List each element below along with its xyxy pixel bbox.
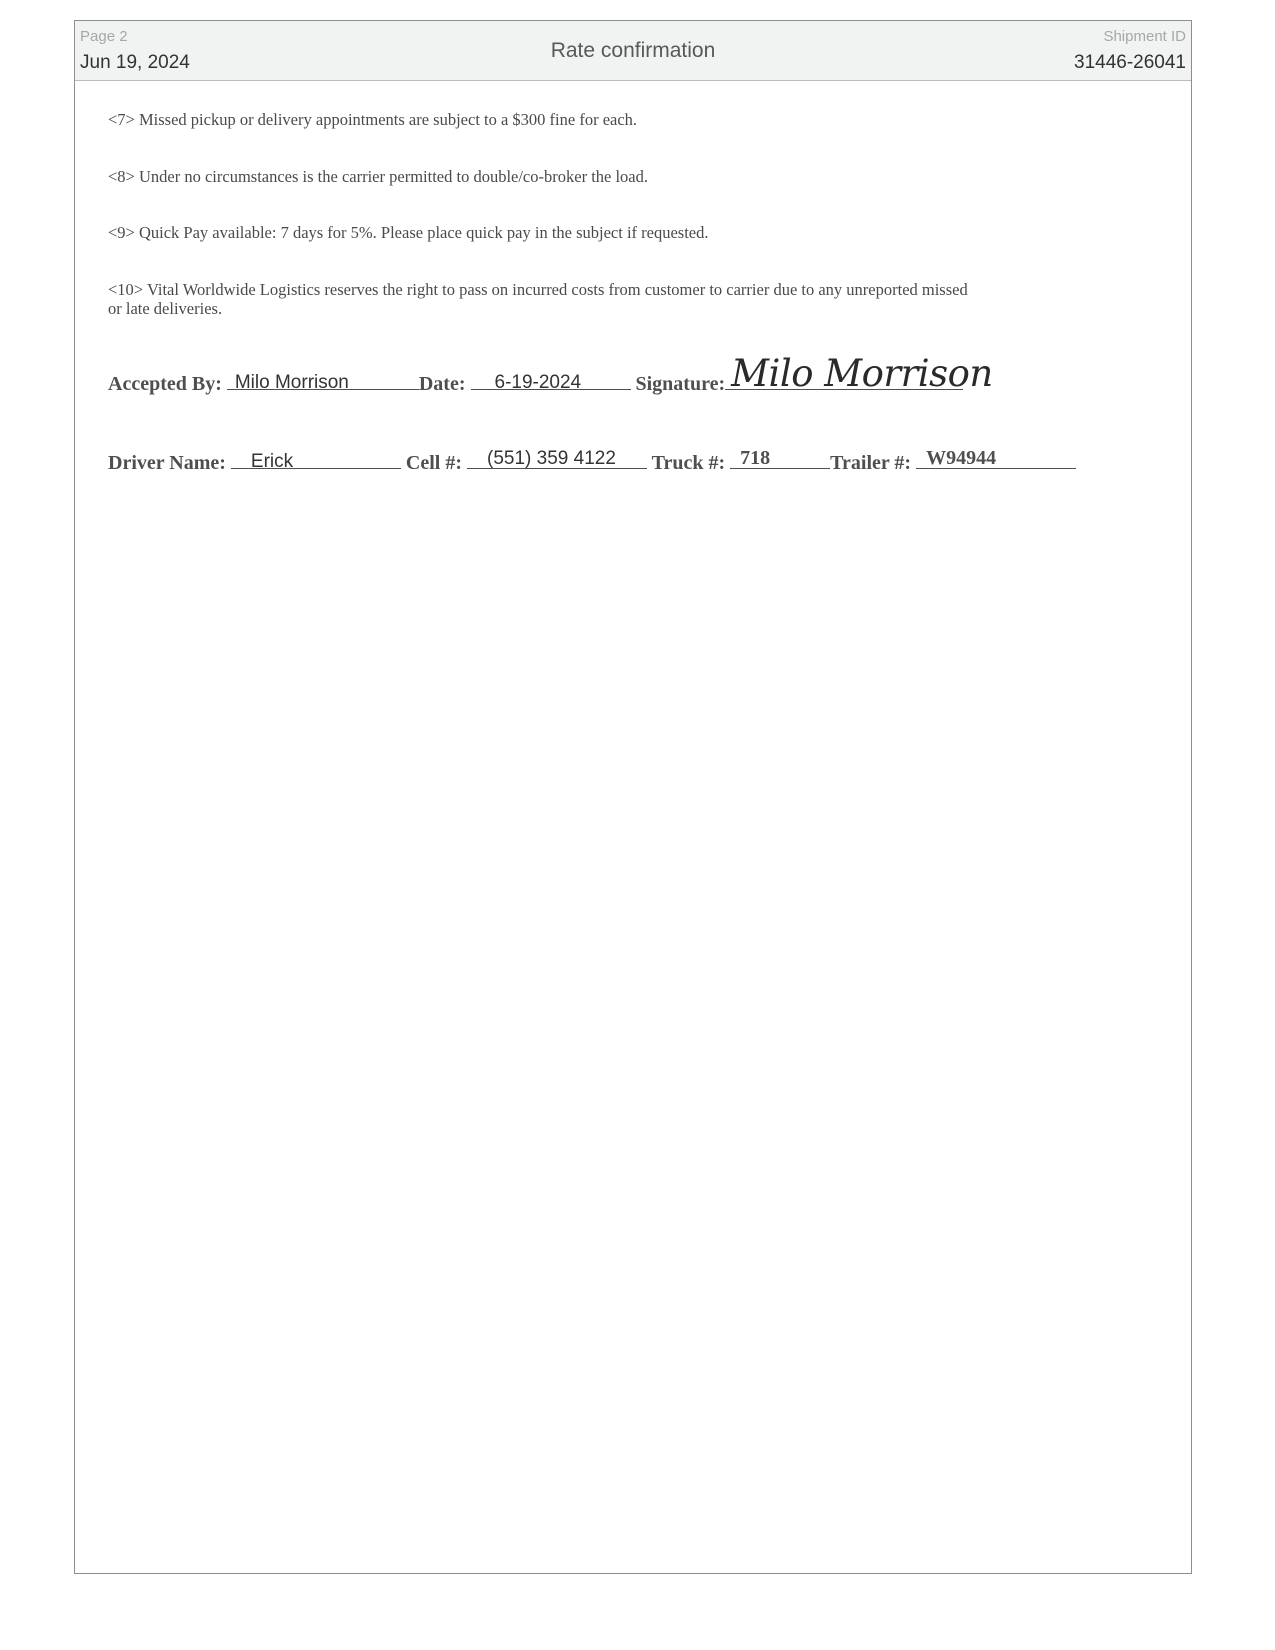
clause-10: <10> Vital Worldwide Logistics reserves the right to pass on incurred costs from customer to carrier due to any unreported missed or late deliveries. (108, 280, 968, 318)
acceptance-line (108, 352, 993, 396)
date-field (471, 372, 631, 393)
accepted-by-field (227, 372, 419, 393)
cell-label: Cell #: (405, 452, 463, 474)
date-label: Date: (418, 373, 466, 395)
shipment-id: 31446-26041 (1074, 52, 1186, 73)
document-page (74, 20, 1192, 1574)
signature-field (725, 352, 993, 395)
page-title: Rate confirmation (550, 39, 716, 62)
driver-name-value: Erick (250, 451, 294, 472)
clause-7: <7> Missed pickup or delivery appointments are subject to a $300 fine for each. (108, 110, 638, 129)
page-number: Page 2 (80, 28, 128, 45)
document-date: Jun 19, 2024 (80, 52, 190, 73)
date-value: 6-19-2024 (494, 372, 582, 393)
trailer-label: Trailer #: (830, 452, 912, 474)
cell-value: (551) 359 4122 (487, 448, 616, 469)
trailer-field (916, 447, 1076, 469)
driver-line (108, 447, 1076, 475)
driver-name-label: Driver Name: (108, 452, 226, 474)
truck-value: 718 (740, 447, 771, 469)
accepted-by-label: Accepted By: (108, 373, 222, 395)
truck-field (730, 447, 830, 469)
clause-9: <9> Quick Pay available: 7 days for 5%. Please place quick pay in the subject if requested. (108, 223, 709, 242)
clause-8: <8> Under no circumstances is the carrier permitted to double/co-broker the load. (108, 167, 649, 186)
page-header (75, 21, 1191, 81)
signature-label: Signature: (635, 373, 726, 395)
trailer-value: W94944 (926, 447, 997, 469)
accepted-by-value: Milo Morrison (234, 372, 349, 393)
cell-field (467, 448, 647, 469)
signature-value: Milo Morrison (731, 352, 993, 395)
driver-name-field (231, 451, 401, 472)
shipment-id-label: Shipment ID (1103, 28, 1186, 45)
truck-label: Truck #: (651, 452, 726, 474)
